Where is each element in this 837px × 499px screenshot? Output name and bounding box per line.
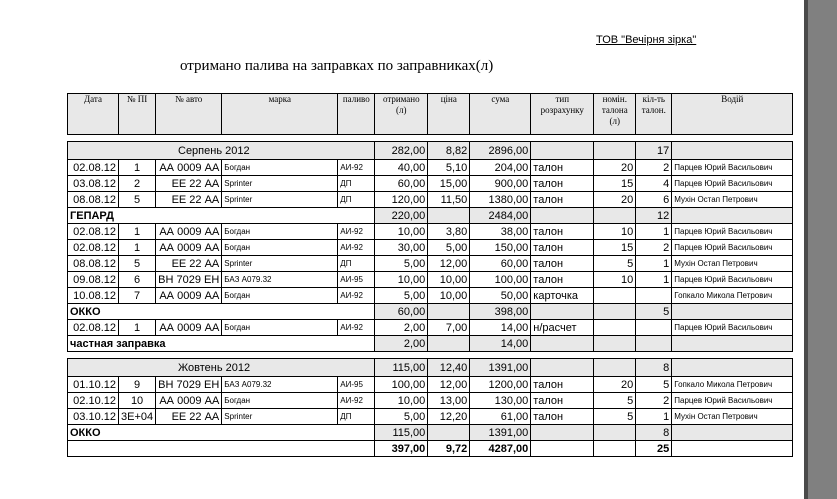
station-sum: 1391,00 (470, 425, 531, 441)
station-name: частная заправка (68, 336, 375, 352)
coupon-nominal-cell (594, 288, 636, 304)
brand-cell: Богдан (222, 288, 338, 304)
brand-cell: Богдан (222, 320, 338, 336)
station-count: 12 (636, 208, 672, 224)
sum-cell: 38,00 (470, 224, 531, 240)
liters-cell: 10,00 (375, 272, 428, 288)
brand-cell: БАЗ А079.32 (222, 272, 338, 288)
coupon-count-cell (636, 288, 672, 304)
liters-cell: 120,00 (375, 192, 428, 208)
car-number-cell: ЕЕ 22 АА (156, 192, 222, 208)
price-cell: 5,10 (428, 160, 470, 176)
waybill-cell: 5 (119, 256, 156, 272)
driver-cell: Парцев Юрий Васильович (672, 272, 793, 288)
coupon-count-cell: 5 (636, 377, 672, 393)
fuel-cell: ДП (338, 256, 375, 272)
table-cell (594, 304, 636, 320)
grand-total-price: 9,72 (428, 441, 470, 457)
sum-cell: 1200,00 (470, 377, 531, 393)
month-label: Жовтень 2012 (68, 359, 375, 377)
station-count (636, 336, 672, 352)
table-row (68, 393, 793, 409)
liters-cell: 5,00 (375, 256, 428, 272)
table-cell (672, 359, 793, 377)
coupon-count-cell: 2 (636, 160, 672, 176)
fuel-cell: ДП (338, 192, 375, 208)
station-name: ГЕПАРД (68, 208, 375, 224)
table-cell (531, 441, 594, 457)
car-number-cell: ЕЕ 22 АА (156, 409, 222, 425)
driver-cell: Мухін Остап Петрович (672, 409, 793, 425)
month-liters: 115,00 (375, 359, 428, 377)
waybill-cell: 6 (119, 272, 156, 288)
date-cell: 02.08.12 (68, 224, 119, 240)
payment-type-cell: н/расчет (531, 320, 594, 336)
table-cell (594, 208, 636, 224)
station-liters: 220,00 (375, 208, 428, 224)
fuel-cell: АИ-92 (338, 160, 375, 176)
sum-cell: 50,00 (470, 288, 531, 304)
waybill-cell: 1 (119, 320, 156, 336)
payment-type-cell: талон (531, 409, 594, 425)
driver-cell: Парцев Юрий Васильович (672, 240, 793, 256)
coupon-nominal-cell: 10 (594, 272, 636, 288)
brand-cell: Sprinter (222, 409, 338, 425)
header-cell: номін. талона (л) (594, 94, 636, 135)
station-sum: 2484,00 (470, 208, 531, 224)
table-cell (428, 208, 470, 224)
spacer-cell (68, 135, 793, 142)
station-sum: 398,00 (470, 304, 531, 320)
coupon-count-cell: 1 (636, 256, 672, 272)
waybill-cell: 7 (119, 288, 156, 304)
payment-type-cell: талон (531, 224, 594, 240)
brand-cell: Богдан (222, 160, 338, 176)
table-cell (594, 336, 636, 352)
car-number-cell: ВН 7029 ЕН (156, 377, 222, 393)
table-row (68, 192, 793, 208)
sum-cell: 130,00 (470, 393, 531, 409)
payment-type-cell: талон (531, 377, 594, 393)
date-cell: 02.08.12 (68, 160, 119, 176)
price-cell: 5,00 (428, 240, 470, 256)
month-summary-row (68, 142, 793, 160)
report-title: отримано палива на заправках по заправниках(л) (180, 58, 494, 74)
waybill-cell: 1 (119, 160, 156, 176)
payment-type-cell: талон (531, 176, 594, 192)
table-row (68, 240, 793, 256)
station-name: ОККО (68, 304, 375, 320)
month-sum: 2896,00 (470, 142, 531, 160)
station-subtotal-row (68, 336, 793, 352)
coupon-nominal-cell: 5 (594, 409, 636, 425)
coupon-count-cell: 6 (636, 192, 672, 208)
car-number-cell: АА 0009 АА (156, 320, 222, 336)
payment-type-cell: талон (531, 160, 594, 176)
coupon-nominal-cell: 10 (594, 224, 636, 240)
header-cell: Водій (672, 94, 793, 135)
price-cell: 12,00 (428, 377, 470, 393)
month-summary-row (68, 359, 793, 377)
driver-cell: Парцев Юрий Васильович (672, 393, 793, 409)
table-row (68, 288, 793, 304)
month-sum: 1391,00 (470, 359, 531, 377)
liters-cell: 10,00 (375, 393, 428, 409)
car-number-cell: ВН 7029 ЕН (156, 272, 222, 288)
fuel-cell: ДП (338, 409, 375, 425)
table-cell (531, 142, 594, 160)
coupon-nominal-cell: 5 (594, 256, 636, 272)
header-row (68, 94, 793, 135)
date-cell: 08.08.12 (68, 256, 119, 272)
spacer-row (68, 135, 793, 142)
liters-cell: 30,00 (375, 240, 428, 256)
station-subtotal-row (68, 208, 793, 224)
car-number-cell: АА 0009 АА (156, 240, 222, 256)
coupon-nominal-cell: 5 (594, 393, 636, 409)
header-cell: кіл-ть талон. (636, 94, 672, 135)
table-cell (672, 304, 793, 320)
sum-cell: 900,00 (470, 176, 531, 192)
sum-cell: 150,00 (470, 240, 531, 256)
coupon-count-cell (636, 320, 672, 336)
table-row (68, 272, 793, 288)
header-cell: ціна (428, 94, 470, 135)
waybill-cell: 3E+04 (119, 409, 156, 425)
brand-cell: Богдан (222, 240, 338, 256)
header-cell: № ПІ (119, 94, 156, 135)
liters-cell: 2,00 (375, 320, 428, 336)
price-cell: 10,00 (428, 272, 470, 288)
station-liters: 115,00 (375, 425, 428, 441)
table-cell (672, 336, 793, 352)
payment-type-cell: талон (531, 192, 594, 208)
table-cell (531, 359, 594, 377)
fuel-cell: АИ-92 (338, 224, 375, 240)
table-row (68, 160, 793, 176)
coupon-count-cell: 2 (636, 393, 672, 409)
price-cell: 10,00 (428, 288, 470, 304)
liters-cell: 5,00 (375, 409, 428, 425)
table-row (68, 176, 793, 192)
payment-type-cell: талон (531, 240, 594, 256)
month-label: Серпень 2012 (68, 142, 375, 160)
fuel-cell: АИ-92 (338, 240, 375, 256)
waybill-cell: 5 (119, 192, 156, 208)
table-cell (594, 142, 636, 160)
price-cell: 3,80 (428, 224, 470, 240)
fuel-cell: ДП (338, 176, 375, 192)
coupon-nominal-cell: 15 (594, 240, 636, 256)
price-cell: 7,00 (428, 320, 470, 336)
table-cell (428, 304, 470, 320)
price-cell: 12,20 (428, 409, 470, 425)
car-number-cell: АА 0009 АА (156, 393, 222, 409)
payment-type-cell: талон (531, 272, 594, 288)
brand-cell: Богдан (222, 224, 338, 240)
month-price: 8,82 (428, 142, 470, 160)
table-cell (531, 208, 594, 224)
header-cell: паливо (338, 94, 375, 135)
table-cell (672, 208, 793, 224)
brand-cell: БАЗ А079.32 (222, 377, 338, 393)
coupon-count-cell: 1 (636, 272, 672, 288)
payment-type-cell: талон (531, 256, 594, 272)
driver-cell: Мухін Остап Петрович (672, 256, 793, 272)
table-cell (672, 441, 793, 457)
fuel-cell: АИ-92 (338, 393, 375, 409)
table-row (68, 320, 793, 336)
station-liters: 2,00 (375, 336, 428, 352)
table-cell (594, 441, 636, 457)
driver-cell: Гопкало Микола Петрович (672, 377, 793, 393)
brand-cell: Sprinter (222, 192, 338, 208)
price-cell: 13,00 (428, 393, 470, 409)
coupon-count-cell: 1 (636, 224, 672, 240)
date-cell: 09.08.12 (68, 272, 119, 288)
coupon-count-cell: 2 (636, 240, 672, 256)
table-cell (428, 425, 470, 441)
sum-cell: 100,00 (470, 272, 531, 288)
waybill-cell: 1 (119, 224, 156, 240)
table-cell (68, 441, 375, 457)
date-cell: 02.10.12 (68, 393, 119, 409)
grand-total-count: 25 (636, 441, 672, 457)
grand-total-sum: 4287,00 (470, 441, 531, 457)
driver-cell: Парцев Юрий Васильович (672, 320, 793, 336)
header-cell: Дата (68, 94, 119, 135)
price-cell: 11,50 (428, 192, 470, 208)
table-cell (531, 425, 594, 441)
date-cell: 01.10.12 (68, 377, 119, 393)
table-cell (531, 304, 594, 320)
spacer-cell (68, 352, 793, 359)
car-number-cell: АА 0009 АА (156, 224, 222, 240)
coupon-nominal-cell: 15 (594, 176, 636, 192)
fuel-report-table (67, 93, 793, 457)
coupon-nominal-cell: 20 (594, 192, 636, 208)
sum-cell: 60,00 (470, 256, 531, 272)
car-number-cell: АА 0009 АА (156, 288, 222, 304)
station-name: ОККО (68, 425, 375, 441)
brand-cell: Sprinter (222, 256, 338, 272)
grand-total-row (68, 441, 793, 457)
month-liters: 282,00 (375, 142, 428, 160)
liters-cell: 40,00 (375, 160, 428, 176)
header-cell: марка (222, 94, 338, 135)
driver-cell: Гопкало Микола Петрович (672, 288, 793, 304)
waybill-cell: 2 (119, 176, 156, 192)
date-cell: 02.08.12 (68, 320, 119, 336)
payment-type-cell: карточка (531, 288, 594, 304)
table-cell (428, 336, 470, 352)
liters-cell: 5,00 (375, 288, 428, 304)
coupon-count-cell: 1 (636, 409, 672, 425)
driver-cell: Мухін Остап Петрович (672, 192, 793, 208)
table-cell (594, 359, 636, 377)
table-row (68, 409, 793, 425)
liters-cell: 10,00 (375, 224, 428, 240)
table-row (68, 377, 793, 393)
date-cell: 03.10.12 (68, 409, 119, 425)
station-liters: 60,00 (375, 304, 428, 320)
fuel-cell: АИ-95 (338, 272, 375, 288)
header-cell: отримано (л) (375, 94, 428, 135)
date-cell: 03.08.12 (68, 176, 119, 192)
sum-cell: 204,00 (470, 160, 531, 176)
driver-cell: Парцев Юрий Васильович (672, 160, 793, 176)
table-cell (531, 336, 594, 352)
liters-cell: 100,00 (375, 377, 428, 393)
station-count: 5 (636, 304, 672, 320)
price-cell: 12,00 (428, 256, 470, 272)
driver-cell: Парцев Юрий Васильович (672, 224, 793, 240)
station-sum: 14,00 (470, 336, 531, 352)
date-cell: 02.08.12 (68, 240, 119, 256)
month-count: 17 (636, 142, 672, 160)
waybill-cell: 9 (119, 377, 156, 393)
car-number-cell: ЕЕ 22 АА (156, 256, 222, 272)
sum-cell: 14,00 (470, 320, 531, 336)
date-cell: 10.08.12 (68, 288, 119, 304)
table-row (68, 224, 793, 240)
header-cell: № авто (156, 94, 222, 135)
coupon-count-cell: 4 (636, 176, 672, 192)
fuel-cell: АИ-95 (338, 377, 375, 393)
coupon-nominal-cell: 20 (594, 377, 636, 393)
month-count: 8 (636, 359, 672, 377)
table-cell (672, 142, 793, 160)
fuel-cell: АИ-92 (338, 320, 375, 336)
grand-total-liters: 397,00 (375, 441, 428, 457)
sum-cell: 1380,00 (470, 192, 531, 208)
coupon-nominal-cell (594, 320, 636, 336)
fuel-cell: АИ-92 (338, 288, 375, 304)
waybill-cell: 10 (119, 393, 156, 409)
spacer-row (68, 352, 793, 359)
station-count: 8 (636, 425, 672, 441)
station-subtotal-row (68, 425, 793, 441)
header-cell: тип розрахунку (531, 94, 594, 135)
payment-type-cell: талон (531, 393, 594, 409)
table-cell (672, 425, 793, 441)
liters-cell: 60,00 (375, 176, 428, 192)
company-name: ТОВ "Вечірня зірка" (596, 34, 697, 46)
car-number-cell: АА 0009 АА (156, 160, 222, 176)
brand-cell: Богдан (222, 393, 338, 409)
coupon-nominal-cell: 20 (594, 160, 636, 176)
month-price: 12,40 (428, 359, 470, 377)
brand-cell: Sprinter (222, 176, 338, 192)
station-subtotal-row (68, 304, 793, 320)
driver-cell: Парцев Юрий Васильович (672, 176, 793, 192)
sum-cell: 61,00 (470, 409, 531, 425)
date-cell: 08.08.12 (68, 192, 119, 208)
price-cell: 15,00 (428, 176, 470, 192)
table-row (68, 256, 793, 272)
waybill-cell: 1 (119, 240, 156, 256)
table-cell (594, 425, 636, 441)
car-number-cell: ЕЕ 22 АА (156, 176, 222, 192)
header-cell: сума (470, 94, 531, 135)
